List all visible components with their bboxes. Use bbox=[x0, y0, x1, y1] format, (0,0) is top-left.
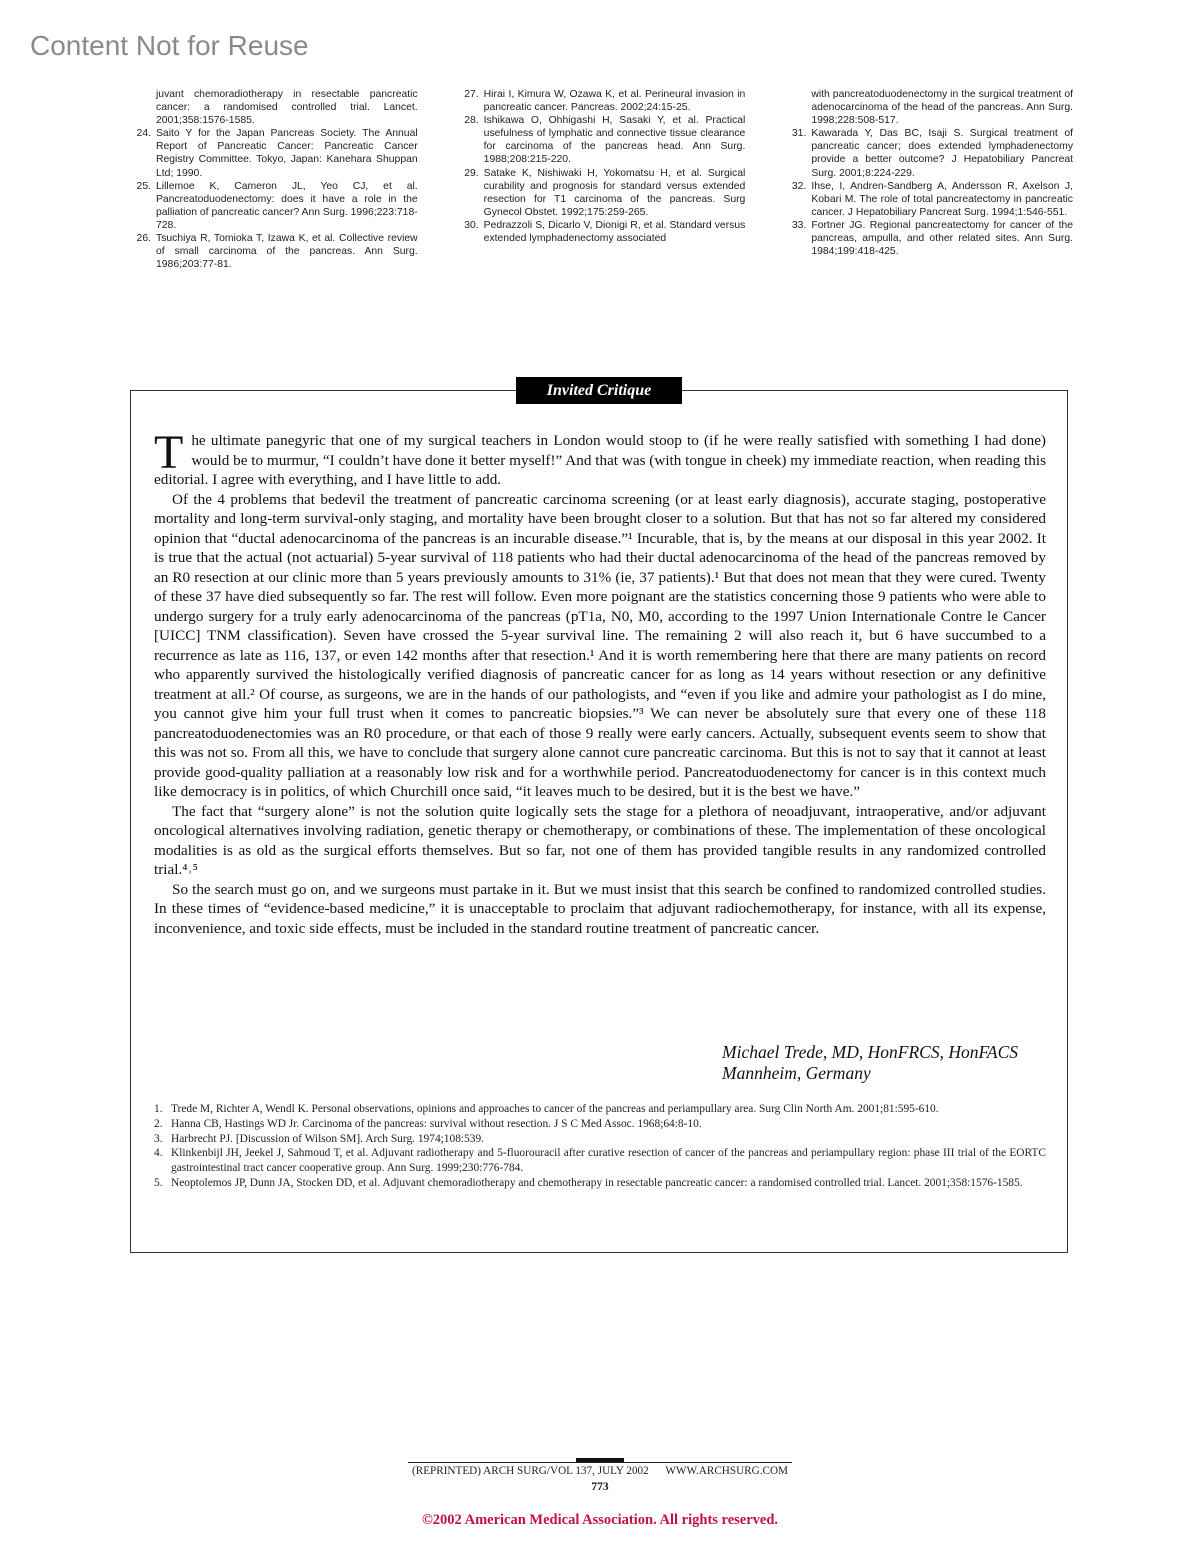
reference-text: Lillemoe K, Cameron JL, Yeo CJ, et al. Pancreatoduodenectomy: does it have a role in the palliation of pancreatic cancer? Ann Surg. 1996;223:718-728. bbox=[156, 180, 418, 231]
critique-reference-item bbox=[154, 1176, 1046, 1191]
reference-text: Ishikawa O, Ohhigashi H, Sasaki Y, et al. Practical usefulness of lymphatic and connective tissue clearance for carcinoma of the pancreas head. Ann Surg. 1988;208:215-220. bbox=[483, 115, 746, 166]
reference-text: juvant chemoradiotherapy in resectable pancreatic cancer: a randomised controlled trial. Lancet. 2001;358:1576-1585. bbox=[156, 89, 418, 127]
reference-item bbox=[783, 180, 1073, 219]
reference-number bbox=[128, 88, 156, 127]
reference-item bbox=[456, 88, 746, 114]
page-number: 773 bbox=[591, 1481, 609, 1493]
watermark: Content Not for Reuse bbox=[30, 30, 309, 61]
reference-number: 1. bbox=[154, 1103, 163, 1115]
reference-number: 26. bbox=[136, 233, 151, 245]
reference-text: Tsuchiya R, Tomioka T, Izawa K, et al. Collective review of small carcinoma of the pancreas. Ann Surg. 1986;203:77-81. bbox=[156, 233, 418, 271]
critique-paragraph bbox=[154, 426, 1046, 490]
reference-number: 28. bbox=[464, 115, 479, 127]
reference-text: with pancreatoduodenectomy in the surgical treatment of adenocarcinoma of the head of the pancreas. Ann Surg. 1998;228:508-517. bbox=[811, 89, 1074, 127]
reference-number: 29. bbox=[464, 167, 479, 179]
reference-column-3 bbox=[783, 88, 1073, 271]
critique-paragraph: So the search must go on, and we surgeons must partake in it. But we must insist that this search be confined to randomized controlled studies. In these times of “evidence-based medicine,” it is unacceptable to proclaim that adjuvant radiochemotherapy, for instance, with all its expense, inconvenience, and toxic side effects, must be included in the standard routine treatment of pancreatic cancer. bbox=[154, 880, 1046, 937]
critique-paragraph: Of the 4 problems that bedevil the treatment of pancreatic carcinoma screening (or at least early diagnosis), accurate staging, postoperative mortality and long-term survival-only staging, and mortality have been brought closer to a solution. But that has not so far altered my considered opinion that “ductal adenocarcinoma of the pancreas is an incurable disease.”¹ Incurable, that is, by the means at our disposal in this year 2002. It is true that the actual (not actuarial) 5-year survival of 118 patients who had their ductal adenocarcinoma of the head of the pancreas removed by an R0 resection at our clinic more than 5 years previously amounts to 31% (ie, 37 patients).¹ But that does not mean that they were cured. Twenty of these 37 have died subsequently so far. The rest will follow. Even more poignant are the statistics concerning those 9 patients who were able to undergo surgery for a truly early adenocarcinoma of the pancreas (pT1a, N0, M0, according to the 1997 Union Internationale Contre le Cancer [UICC] TNM classification). Seven have crossed the 5-year survival line. The remaining 2 will also reach it, but 6 have succumbed to a recurrence as late as 116, 137, or even 142 months after that resection.¹ And it is worth remembering here that there are many patients on record who apparently survived the histologically verified diagnosis of pancreatic cancer for as long as 14 years without resection or any definitive treatment at all.² Of course, as surgeons, we are in the hands of our pathologists, and “even if you like and admire your pathologist as I do mine, you cannot give him your full trust when it comes to pancreatic biopsies.”³ We can never be absolutely sure that every one of these 118 pancreatoduodenectomies was an R0 procedure, or that each of those 9 really were early cancers. Actually, subsequent events seem to show that this was not so. From all this, we have to conclude that surgery alone cannot cure pancreatic carcinoma. But this is not to say that it cannot at least provide good-quality palliation at a reasonably low risk and for a worthwhile period. Pancreatoduodenectomy for cancer is in this context much like democracy is in politics, of which Churchill once said, “it leaves much to be desired, but it is the best we have.” bbox=[154, 490, 1046, 800]
reference-text: Harbrecht PJ. [Discussion of Wilson SM]. Arch Surg. 1974;108:539. bbox=[171, 1132, 484, 1145]
reference-item bbox=[128, 232, 418, 271]
signature bbox=[722, 1042, 1018, 1084]
critique-reference-item bbox=[154, 1132, 1046, 1147]
reference-column-1 bbox=[128, 88, 418, 271]
reference-number: 4. bbox=[154, 1147, 163, 1160]
reference-item bbox=[128, 180, 418, 232]
reference-text: Kawarada Y, Das BC, Isaji S. Surgical treatment of pancreatic cancer; does extended lymphadenectomy provide a better outcome? J Hepatobiliary Pancreat Surg. 2001;8:224-229. bbox=[811, 128, 1074, 179]
reference-item bbox=[783, 219, 1073, 258]
footer-citation bbox=[318, 1465, 882, 1477]
reference-item bbox=[783, 127, 1073, 179]
copyright-notice: ©2002 American Medical Association. All rights reserved. bbox=[421, 1512, 779, 1528]
reference-number: 25. bbox=[136, 180, 151, 192]
reference-number: 3. bbox=[154, 1132, 163, 1145]
critique-reference-item bbox=[154, 1146, 1046, 1176]
critique-reference-item bbox=[154, 1102, 1046, 1117]
critique-heading: Invited Critique bbox=[516, 377, 682, 404]
author-location: Mannheim, Germany bbox=[722, 1063, 871, 1083]
reference-text: Neoptolemos JP, Dunn JA, Stocken DD, et al. Adjuvant chemoradiotherapy and chemotherapy in resectable pancreatic cancer: a randomised controlled trial. Lancet. 2001;358:1576-1585. bbox=[171, 1176, 1023, 1189]
reference-text: Hirai I, Kimura W, Ozawa K, et al. Perineural invasion in pancreatic cancer. Pancreas. 2002;24:15-25. bbox=[483, 89, 746, 114]
critique-references bbox=[154, 1102, 1046, 1191]
reference-text: Pedrazzoli S, Dicarlo V, Dionigi R, et al. Standard versus extended lymphadenectomy associated bbox=[483, 219, 746, 245]
journal-website: WWW.ARCHSURG.COM bbox=[665, 1465, 788, 1477]
reference-item bbox=[128, 127, 418, 179]
reference-item bbox=[128, 88, 418, 127]
reference-text: Trede M, Richter A, Wendl K. Personal observations, opinions and approaches to cancer of the pancreas and periampullary area. Surg Clin North Am. 2001;81:595-610. bbox=[171, 1103, 939, 1115]
reference-text: Saito Y for the Japan Pancreas Society. The Annual Report of Pancreatic Cancer: Pancreatic Cancer Registry Committee. Tokyo, Japan: Kanehara Shuppan Ltd; 1990. bbox=[156, 128, 418, 179]
reference-item bbox=[456, 219, 746, 245]
paragraph-text: he ultimate panegyric that one of my surgical teachers in London would stoop to (if he were really satisfied with something I had done) would be to murmur, “I couldn’t have done it better myself!” And that was (with tongue in cheek) my immediate reaction, when reading this editorial. I agree with everything, and I have little to add. bbox=[154, 432, 1046, 488]
reference-item bbox=[456, 114, 746, 166]
reference-columns bbox=[128, 88, 1073, 271]
reference-number: 2. bbox=[154, 1117, 163, 1130]
reference-number: 5. bbox=[154, 1176, 163, 1189]
reference-number: 27. bbox=[464, 89, 479, 100]
journal-citation: (REPRINTED) ARCH SURG/VOL 137, JULY 2002 bbox=[412, 1465, 649, 1477]
reference-text: Satake K, Nishiwaki H, Yokomatsu H, et al. Surgical curability and prognosis for standard versus extended resection for T1 carcinoma of the pancreas. Surg Gynecol Obstet. 1992;175:259-265. bbox=[483, 167, 746, 218]
reference-text: Klinkenbijl JH, Jeekel J, Sahmoud T, et al. Adjuvant radiotherapy and 5-fluorouracil after curative resection of cancer of the pancreas and periampullary region: phase III trial of the EORTC gastrointestinal tract cancer cooperative group. Ann Surg. 1999;230:776-784. bbox=[171, 1147, 1046, 1175]
footer-tab bbox=[576, 1458, 624, 1462]
reference-text: Fortner JG. Regional pancreatectomy for cancer of the pancreas, ampulla, and other related sites. Ann Surg. 1984;199:418-425. bbox=[811, 219, 1074, 258]
footer-rule bbox=[408, 1462, 792, 1463]
reference-text: Ihse, I, Andren-Sandberg A, Andersson R, Axelson J, Kobari M. The role of total pancreatectomy in pancreatic cancer. J Hepatobiliary Pancreat Surg. 1994;1:546-551. bbox=[811, 180, 1074, 218]
reference-number: 32. bbox=[791, 180, 807, 192]
critique-paragraph: The fact that “surgery alone” is not the solution quite logically sets the stage for a plethora of neoadjuvant, intraoperative, and/or adjuvant oncological alternatives involving radiation, genetic therapy or chemotherapy, or combinations of these. The implementation of these oncological modalities is as old as the surgical efforts themselves. But so far, not one of them has provided tangible results in any randomized controlled trial.⁴˒⁵ bbox=[154, 802, 1046, 878]
reference-number: 33. bbox=[791, 219, 807, 231]
reference-item bbox=[456, 167, 746, 219]
critique-reference-item bbox=[154, 1117, 1046, 1132]
reference-item bbox=[783, 88, 1073, 127]
author-name: Michael Trede, MD, HonFRCS, HonFACS bbox=[722, 1042, 1019, 1062]
drop-cap: T bbox=[154, 426, 184, 479]
reference-number: 24. bbox=[136, 128, 151, 140]
reference-number: 31. bbox=[791, 128, 807, 140]
reference-number bbox=[783, 88, 811, 127]
reference-text: Hanna CB, Hastings WD Jr. Carcinoma of the pancreas: survival without resection. J S C Med Assoc. 1968;64:8-10. bbox=[171, 1117, 702, 1130]
critique-body bbox=[154, 426, 1046, 938]
reference-column-2 bbox=[456, 88, 746, 271]
reference-number: 30. bbox=[464, 219, 479, 231]
